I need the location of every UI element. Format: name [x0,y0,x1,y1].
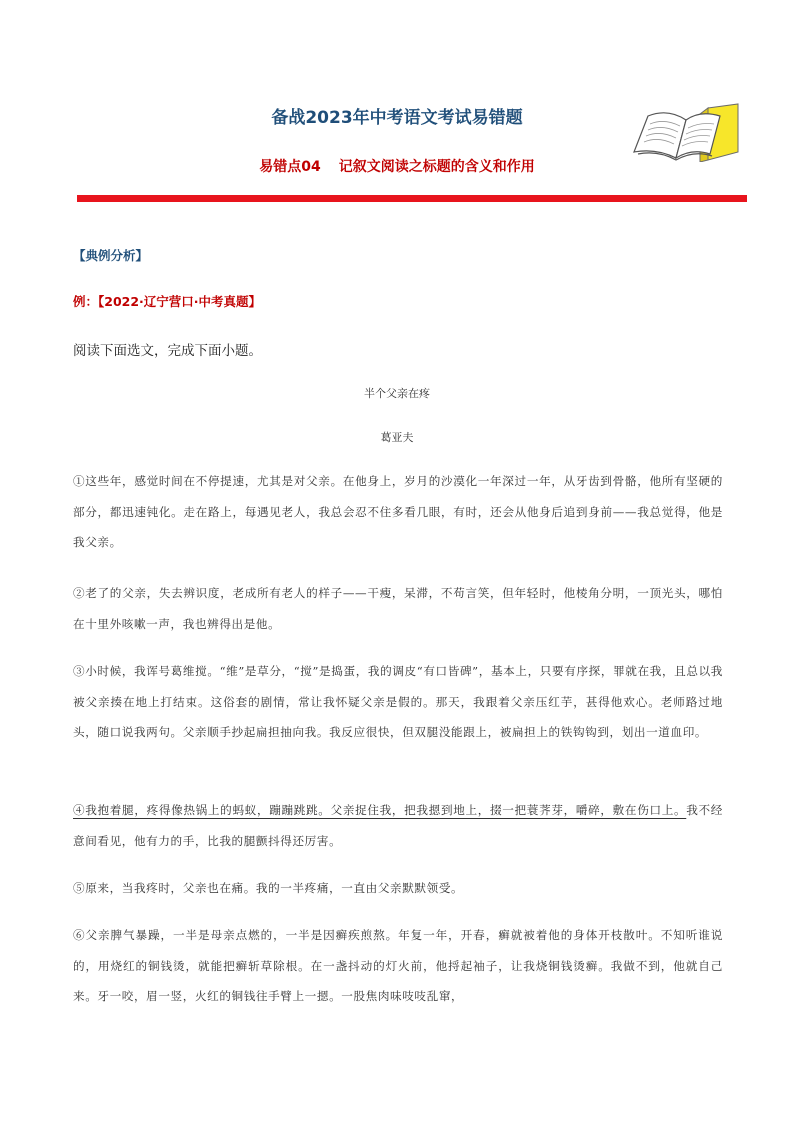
example-heading [73,292,261,310]
essay-author: 葛亚夫 [380,431,414,444]
open-book-icon [630,100,742,162]
underlined-sentence: ④我抱着腿，疼得像热锅上的蚂蚁，蹦蹦跳跳。父亲捉住我，把我摁到地上，掇一把蓑荠芽，嚼碎，敷在伤口上。 [73,803,687,817]
essay-paragraph-1: ①这些年，感觉时间在不停提速，尤其是对父亲。在他身上，岁月的沙漠化一年深过一年，从牙齿到骨骼，他所有坚硬的部分，都迅速钝化。走在路上，每遇见老人，我总会忍不住多看几眼，有时，还会从他身后追到身前——我总觉得，他是我父亲。 [73,474,723,549]
example-prefix: 例： [73,294,99,309]
essay-paragraph-4 [73,795,723,856]
section-label: 【典例分析】 [73,248,149,263]
example-source: 【2022·辽宁营口·中考真题】 [98,294,262,309]
essay-paragraph-3: ③小时候，我诨号葛维搅。“维”是草分，“搅”是捣蛋，我的调皮“有口皆碑”，基本上，只要有序探，罪就在我，且总以我被父亲揍在地上打结束。这俗套的剧情，常让我怀疑父亲是假的。那天，我跟着父亲压红芋，甚得他欢心。老师路过地头，随口说我两句。父亲顺手抄起扁担抽向我。我反应很快，但双腿没能跟上，被扁担上的铁钩钩到，划出一道血印。 [73,664,723,739]
paragraph-4-rest: 我不经意间看见，他有力的手，比我的腿颤抖得还厉害。 [73,803,723,848]
essay-title: 半个父亲在疼 [364,387,430,400]
page-title: 备战2023年中考语文考试易错题 [271,108,523,128]
essay-paragraph-6: ⑥父亲脾气暴躁，一半是母亲点燃的，一半是因癣疾煎熬。年复一年，开春，癣就被着他的身体开枝散叶。不知听谁说的，用烧红的铜钱烫，就能把癣斩草除根。在一盏抖动的灯火前，他捋起袖子，让我烧铜钱烫癣。我做不到，他就自己来。牙一咬，眉一竖，火红的铜钱往手臂上一摁。一股焦肉味吱吱乱窜， [73,928,723,1003]
reading-instruction: 阅读下面选文，完成下面小题。 [73,343,262,359]
error-point-number: 易错点04 [259,159,321,175]
essay-paragraph-2: ②老了的父亲，失去辨识度，老成所有老人的样子——干瘦，呆滞，不苟言笑，但年轻时，他棱角分明，一顶光头，哪怕在十里外咳嗽一声，我也辨得出是他。 [73,586,723,631]
essay-paragraph-5: ⑤原来，当我疼时，父亲也在痛。我的一半疼痛，一直由父亲默默领受。 [73,881,464,895]
error-point-topic: 记叙文阅读之标题的含义和作用 [338,159,535,175]
title-divider [77,195,747,202]
